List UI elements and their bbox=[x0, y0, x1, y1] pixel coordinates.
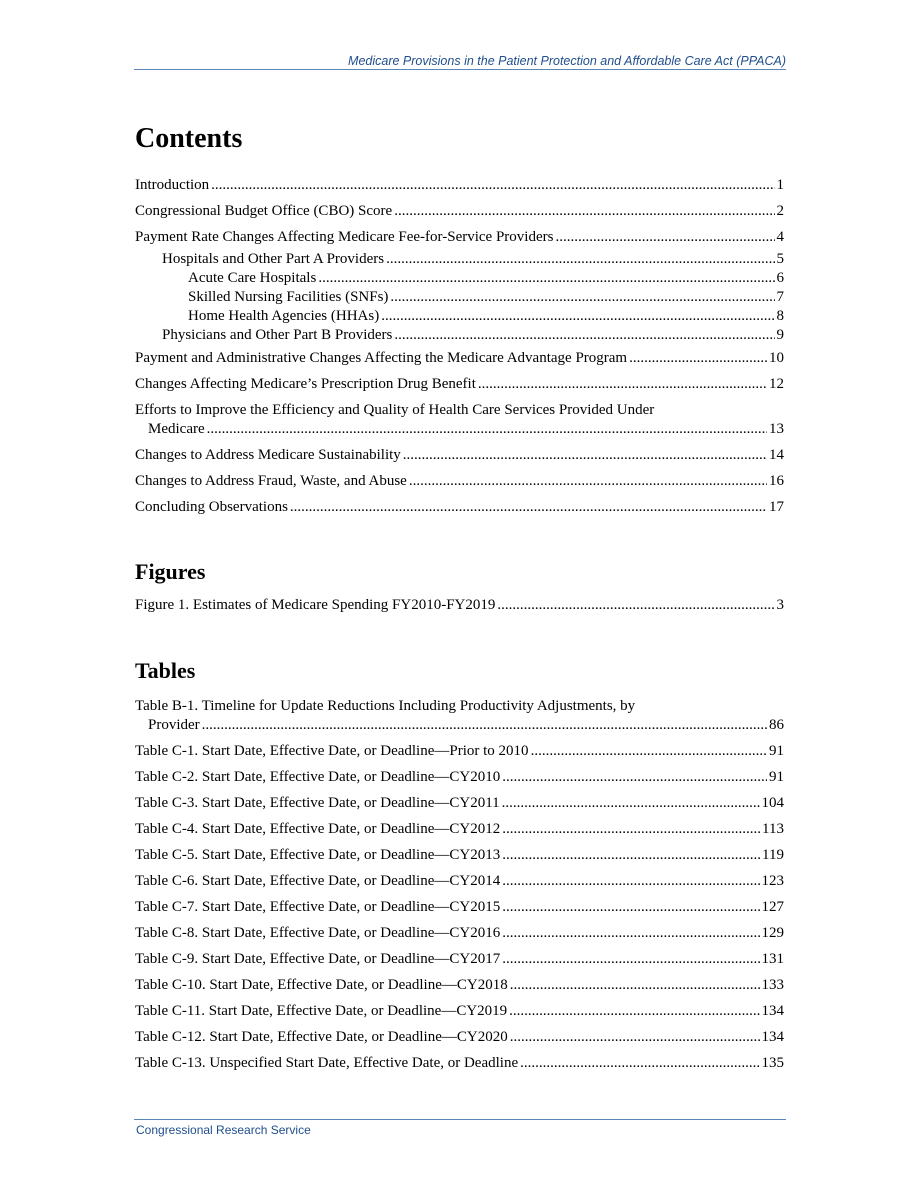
toc-entry-table-c5[interactable] bbox=[135, 846, 784, 865]
toc-entry-page: 104 bbox=[761, 795, 784, 811]
toc-dot-leader bbox=[502, 872, 759, 891]
toc-entry-table-c7[interactable] bbox=[135, 898, 784, 917]
toc-entry-label: Table C-8. Start Date, Effective Date, or Deadline—CY2016 bbox=[135, 925, 501, 941]
toc-entry-table-c8[interactable] bbox=[135, 924, 784, 943]
toc-entry-page: 91 bbox=[769, 743, 784, 759]
toc-entry-table-c12[interactable] bbox=[135, 1028, 784, 1047]
toc-dot-leader bbox=[555, 228, 774, 247]
toc-entry-table-c1[interactable] bbox=[135, 742, 784, 761]
toc-entry-introduction[interactable] bbox=[135, 176, 784, 195]
toc-entry-page: 127 bbox=[761, 899, 784, 915]
toc-entry-page: 7 bbox=[776, 289, 784, 305]
toc-entry-table-c4[interactable] bbox=[135, 820, 784, 839]
toc-entry-page: 86 bbox=[769, 717, 784, 733]
toc-entry-page: 2 bbox=[776, 203, 784, 219]
contents-heading: Contents bbox=[135, 123, 243, 154]
toc-entry-label: Figure 1. Estimates of Medicare Spending FY2010-FY2019 bbox=[135, 597, 496, 613]
toc-entry-page: 9 bbox=[776, 327, 784, 343]
toc-entry-label: Changes to Address Fraud, Waste, and Abuse bbox=[135, 473, 407, 489]
toc-dot-leader bbox=[202, 716, 767, 735]
toc-dot-leader bbox=[318, 269, 774, 288]
toc-dot-leader bbox=[403, 446, 767, 465]
toc-dot-leader bbox=[502, 846, 760, 865]
toc-entry-label: Payment and Administrative Changes Affecting the Medicare Advantage Program bbox=[135, 350, 628, 366]
toc-dot-leader bbox=[502, 950, 759, 969]
toc-dot-leader bbox=[502, 794, 760, 813]
toc-entry-page: 14 bbox=[769, 447, 784, 463]
toc-entry-page: 5 bbox=[776, 251, 784, 267]
toc-dot-leader bbox=[394, 326, 774, 345]
toc-entry-label: Introduction bbox=[135, 177, 210, 193]
toc-entry-table-c9[interactable] bbox=[135, 950, 784, 969]
toc-entry-page: 16 bbox=[769, 473, 784, 489]
toc-entry-page: 6 bbox=[776, 270, 784, 286]
toc-dot-leader bbox=[394, 202, 774, 221]
toc-entry-page: 13 bbox=[769, 421, 784, 437]
toc-entry-figure-1[interactable] bbox=[135, 596, 784, 615]
toc-entry-page: 113 bbox=[762, 821, 784, 837]
toc-entry-label: Changes to Address Medicare Sustainability bbox=[135, 447, 401, 463]
toc-entry-label: Changes Affecting Medicare’s Prescription Drug Benefit bbox=[135, 376, 476, 392]
toc-entry-label: Table C-1. Start Date, Effective Date, or Deadline—Prior to 2010 bbox=[135, 743, 529, 759]
toc-entry-medicare-advantage[interactable] bbox=[135, 349, 784, 368]
toc-entry-table-c6[interactable] bbox=[135, 872, 784, 891]
running-footer-organization: Congressional Research Service bbox=[136, 1123, 311, 1137]
toc-entry-page: 3 bbox=[776, 597, 784, 613]
toc-entry-label: Table C-3. Start Date, Effective Date, or Deadline—CY2011 bbox=[135, 795, 500, 811]
toc-dot-leader bbox=[531, 742, 767, 761]
toc-entry-hhas[interactable] bbox=[188, 307, 784, 326]
toc-dot-leader bbox=[502, 898, 759, 917]
toc-entry-page: 123 bbox=[761, 873, 784, 889]
toc-entry-page: 17 bbox=[769, 499, 784, 515]
toc-entry-label: Congressional Budget Office (CBO) Score bbox=[135, 203, 393, 219]
toc-dot-leader bbox=[381, 307, 774, 326]
header-divider bbox=[134, 69, 786, 70]
toc-entry-label: Payment Rate Changes Affecting Medicare Fee-for-Service Providers bbox=[135, 229, 554, 245]
toc-entry-label: Hospitals and Other Part A Providers bbox=[162, 251, 385, 267]
toc-dot-leader bbox=[207, 420, 767, 439]
toc-entry-part-b-providers[interactable] bbox=[162, 326, 784, 345]
toc-entry-cbo-score[interactable] bbox=[135, 202, 784, 221]
toc-dot-leader bbox=[502, 924, 759, 943]
toc-entry-table-c13[interactable] bbox=[135, 1054, 784, 1073]
toc-entry-label: Table C-13. Unspecified Start Date, Effective Date, or Deadline bbox=[135, 1055, 519, 1071]
toc-entry-label: Concluding Observations bbox=[135, 499, 288, 515]
toc-dot-leader bbox=[502, 820, 760, 839]
toc-dot-leader bbox=[629, 349, 767, 368]
toc-entry-page: 131 bbox=[761, 951, 784, 967]
toc-entry-label: Table C-12. Start Date, Effective Date, or Deadline—CY2020 bbox=[135, 1029, 508, 1045]
toc-entry-label: Physicians and Other Part B Providers bbox=[162, 327, 393, 343]
toc-dot-leader bbox=[478, 375, 767, 394]
toc-entry-label: Table C-5. Start Date, Effective Date, or Deadline—CY2013 bbox=[135, 847, 501, 863]
toc-entry-page: 10 bbox=[769, 350, 784, 366]
toc-entry-page: 133 bbox=[761, 977, 784, 993]
toc-entry-table-b1[interactable] bbox=[148, 716, 784, 735]
toc-entry-label: Acute Care Hospitals bbox=[188, 270, 317, 286]
toc-entry-label: Home Health Agencies (HHAs) bbox=[188, 308, 380, 324]
toc-entry-sustainability[interactable] bbox=[135, 446, 784, 465]
toc-entry-table-c10[interactable] bbox=[135, 976, 784, 995]
toc-dot-leader bbox=[390, 288, 774, 307]
toc-entry-page: 12 bbox=[769, 376, 784, 392]
toc-dot-leader bbox=[409, 472, 767, 491]
toc-entry-label: Table C-10. Start Date, Effective Date, or Deadline—CY2018 bbox=[135, 977, 508, 993]
toc-entry-table-b1-line1[interactable]: Table B-1. Timeline for Update Reductions Including Productivity Adjustments, by bbox=[135, 698, 636, 714]
toc-entry-label: Table C-11. Start Date, Effective Date, or Deadline—CY2019 bbox=[135, 1003, 508, 1019]
toc-dot-leader bbox=[497, 596, 774, 615]
toc-entry-table-c11[interactable] bbox=[135, 1002, 784, 1021]
toc-entry-concluding-observations[interactable] bbox=[135, 498, 784, 517]
toc-dot-leader bbox=[509, 1002, 759, 1021]
tables-heading: Tables bbox=[135, 658, 196, 683]
toc-dot-leader bbox=[386, 250, 774, 269]
toc-dot-leader bbox=[510, 1028, 760, 1047]
toc-entry-page: 8 bbox=[776, 308, 784, 324]
toc-entry-label: Table C-4. Start Date, Effective Date, or Deadline—CY2012 bbox=[135, 821, 501, 837]
toc-entry-part-a-providers[interactable] bbox=[162, 250, 784, 269]
running-header-title: Medicare Provisions in the Patient Protection and Affordable Care Act (PPACA) bbox=[348, 54, 786, 68]
toc-entry-label: Skilled Nursing Facilities (SNFs) bbox=[188, 289, 389, 305]
toc-entry-page: 129 bbox=[761, 925, 784, 941]
figures-heading: Figures bbox=[135, 559, 206, 584]
toc-entry-label: Table C-9. Start Date, Effective Date, or Deadline—CY2017 bbox=[135, 951, 501, 967]
toc-entry-label: Medicare bbox=[148, 421, 205, 437]
toc-entry-page: 4 bbox=[776, 229, 784, 245]
toc-entry-prescription-drug-benefit[interactable] bbox=[135, 375, 784, 394]
toc-entry-label: Provider bbox=[148, 717, 200, 733]
toc-entry-payment-rate-changes[interactable] bbox=[135, 228, 784, 247]
toc-entry-acute-care-hospitals[interactable] bbox=[188, 269, 784, 288]
toc-dot-leader bbox=[510, 976, 760, 995]
toc-dot-leader bbox=[211, 176, 774, 195]
toc-entry-page: 135 bbox=[761, 1055, 784, 1071]
toc-dot-leader bbox=[502, 768, 767, 787]
toc-entry-page: 134 bbox=[761, 1029, 784, 1045]
toc-entry-fraud-waste-abuse[interactable] bbox=[135, 472, 784, 491]
toc-entry-label: Table C-2. Start Date, Effective Date, or Deadline—CY2010 bbox=[135, 769, 501, 785]
toc-entry-efficiency-quality[interactable] bbox=[148, 420, 784, 439]
toc-entry-snfs[interactable] bbox=[188, 288, 784, 307]
toc-dot-leader bbox=[520, 1054, 759, 1073]
toc-entry-page: 1 bbox=[776, 177, 784, 193]
toc-entry-page: 91 bbox=[769, 769, 784, 785]
footer-divider bbox=[134, 1119, 786, 1120]
toc-entry-label: Table C-6. Start Date, Effective Date, or Deadline—CY2014 bbox=[135, 873, 501, 889]
toc-entry-table-c2[interactable] bbox=[135, 768, 784, 787]
toc-dot-leader bbox=[290, 498, 767, 517]
toc-entry-page: 134 bbox=[761, 1003, 784, 1019]
toc-entry-table-c3[interactable] bbox=[135, 794, 784, 813]
toc-entry-label: Table C-7. Start Date, Effective Date, or Deadline—CY2015 bbox=[135, 899, 501, 915]
toc-entry-page: 119 bbox=[762, 847, 784, 863]
toc-entry-efficiency-quality-line1[interactable]: Efforts to Improve the Efficiency and Quality of Health Care Services Provided Under bbox=[135, 402, 655, 418]
